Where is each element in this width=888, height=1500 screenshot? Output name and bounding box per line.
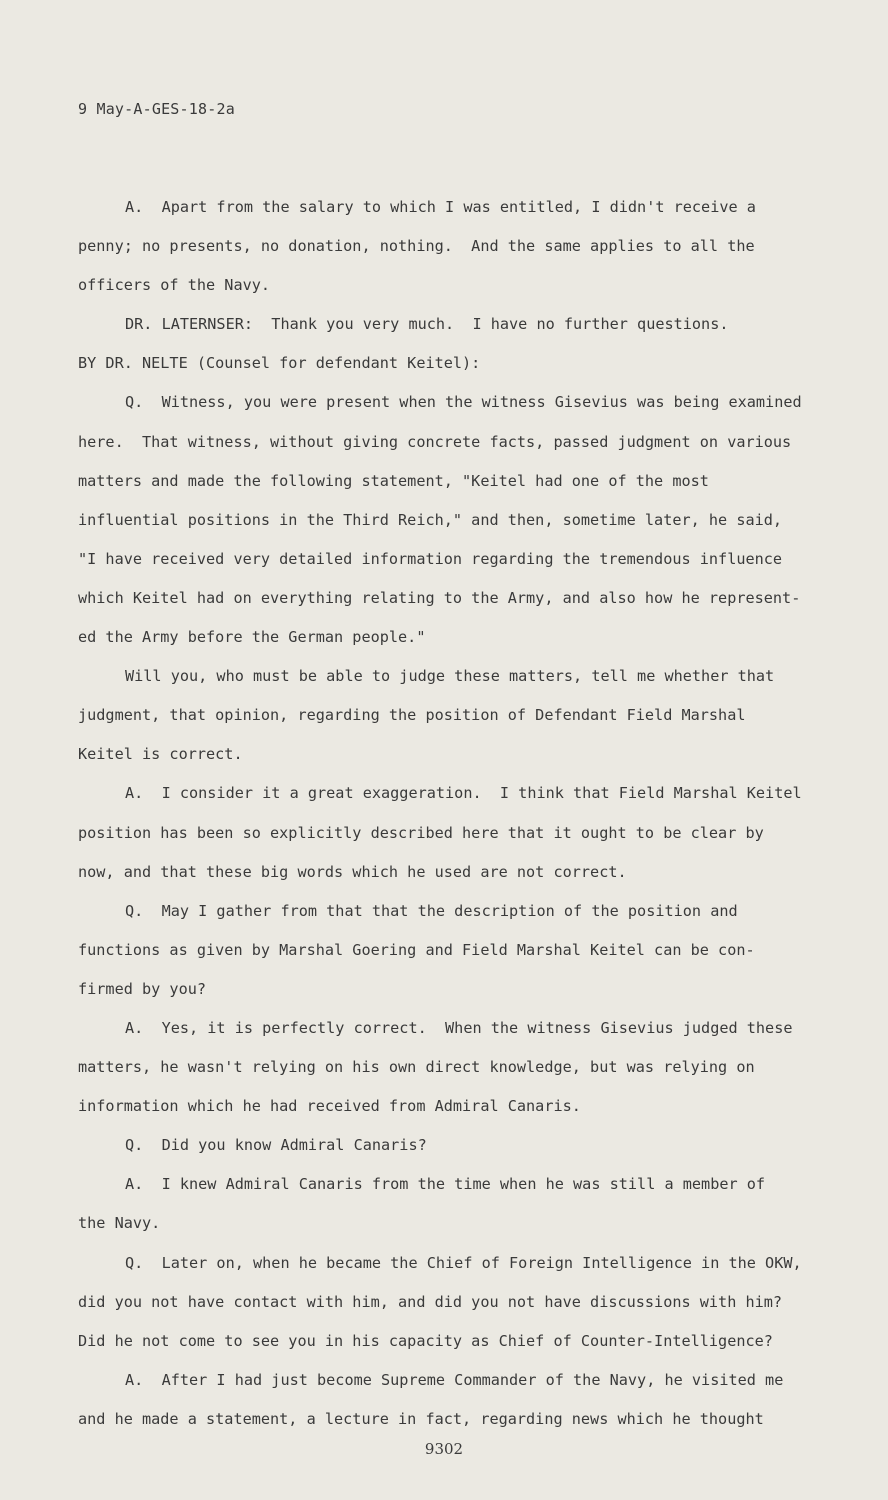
transcript-line: functions as given by Marshal Goering and Field Marshal Keitel can be con- — [78, 940, 755, 959]
transcript-line: information which he had received from Admiral Canaris. — [78, 1097, 581, 1116]
transcript-line: Keitel is correct. — [78, 745, 243, 764]
transcript-line: influential positions in the Third Reich," and then, sometime later, he said, — [78, 510, 783, 529]
transcript-line: Q. Witness, you were present when the witness Gisevius was being examined — [125, 393, 802, 412]
transcript-line: A. I knew Admiral Canaris from the time when he was still a member of — [125, 1175, 766, 1194]
transcript-line: the Navy. — [78, 1214, 161, 1233]
transcript-line: matters, he wasn't relying on his own direct knowledge, but was relying on — [78, 1058, 755, 1077]
transcript-line: ed the Army before the German people." — [78, 628, 426, 647]
transcript-line: here. That witness, without giving concrete facts, passed judgment on various — [78, 432, 792, 451]
transcript-line: Q. Did you know Admiral Canaris? — [125, 1136, 427, 1155]
transcript-line: position has been so explicitly described here that it ought to be clear by — [78, 823, 764, 842]
page-number: 9302 — [424, 1440, 464, 1458]
transcript-line: firmed by you? — [78, 979, 207, 998]
transcript-line: now, and that these big words which he used are not correct. — [78, 862, 627, 881]
transcript-line: A. After I had just become Supreme Commander of the Navy, he visited me — [125, 1370, 784, 1389]
transcript-line: Did he not come to see you in his capacity as Chief of Counter-Intelligence? — [78, 1331, 773, 1350]
transcript-line: "I have received very detailed information regarding the tremendous influence — [78, 549, 783, 568]
transcript-line: did you not have contact with him, and did you not have discussions with him? — [78, 1292, 783, 1311]
transcript-line: A. I consider it a great exaggeration. I think that Field Marshal Keitel — [125, 784, 802, 803]
transcript-line: A. Yes, it is perfectly correct. When the witness Gisevius judged these — [125, 1018, 793, 1037]
transcript-line: matters and made the following statement, "Keitel had one of the most — [78, 471, 709, 490]
transcript-line: BY DR. NELTE (Counsel for defendant Keitel): — [78, 354, 481, 373]
transcript-line: DR. LATERNSER: Thank you very much. I have no further questions. — [125, 315, 729, 334]
transcript-line: judgment, that opinion, regarding the position of Defendant Field Marshal — [78, 706, 746, 725]
transcript-line: Will you, who must be able to judge these matters, tell me whether that — [125, 667, 775, 686]
transcript-body — [78, 188, 848, 1439]
transcript-line: A. Apart from the salary to which I was entitled, I didn't receive a — [125, 198, 756, 216]
transcript-line: Q. Later on, when he became the Chief of Foreign Intelligence in the OKW, — [125, 1253, 802, 1272]
transcript-line: penny; no presents, no donation, nothing. And the same applies to all the — [78, 237, 755, 256]
transcript-line: Q. May I gather from that that the description of the position and — [125, 901, 738, 920]
document-reference: 9 May-A-GES-18-2a — [78, 100, 235, 118]
transcript-line: officers of the Navy. — [78, 276, 271, 295]
transcript-line: which Keitel had on everything relating to the Army, and also how he represent- — [78, 588, 801, 607]
transcript-line: and he made a statement, a lecture in fact, regarding news which he thought — [78, 1409, 764, 1428]
